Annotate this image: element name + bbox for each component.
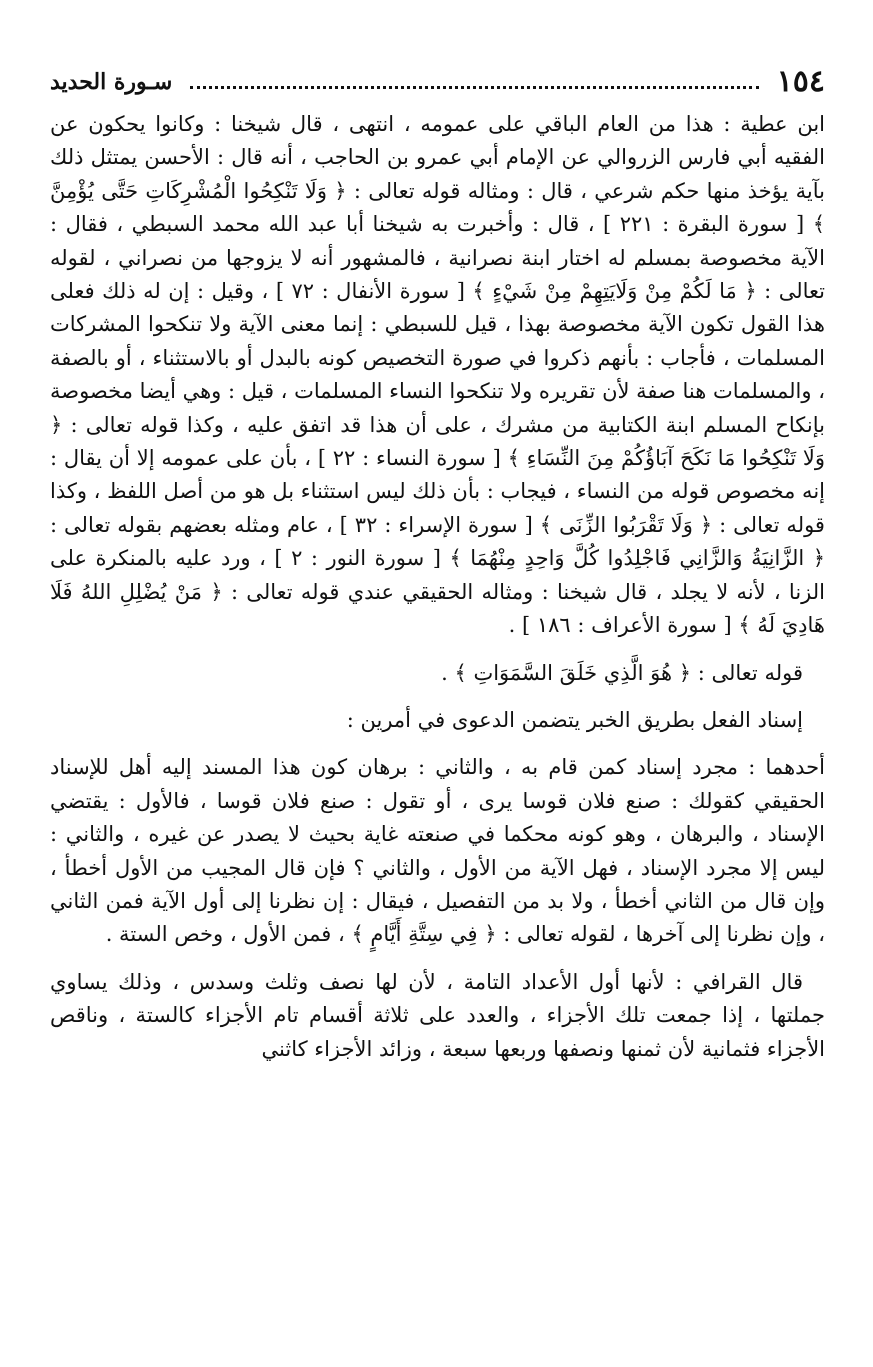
paragraph: إسناد الفعل بطريق الخبر يتضمن الدعوى في أمرين :: [346, 707, 803, 732]
page-header: [50, 62, 825, 102]
page-number: ١٥٤: [776, 64, 825, 99]
paragraph: قال القرافي : لأنها أول الأعداد التامة ، لأن لها نصف وثلث وسدس ، وذلك يساوي جملتها ، إذا جمعت تلك الأجزاء ، والعدد على ثلاثة أقسام تام الأجزاء كالستة ، وناقص الأجزاء فثمانية لأن ثمنها ونصفها وربعها سبعة ، وزائد الأجزاء كاثني: [50, 969, 825, 1061]
running-title: سـورة الحديد: [50, 69, 173, 95]
body-text: [50, 108, 825, 1080]
paragraph: أحدهما : مجرد إسناد كمن قام به ، والثاني : برهان كون هذا المسند إليه أهل للإسناد الحقيقي كقولك : صنع فلان قوسا يرى ، أو تقول : صنع فلان قوسا ، فالأول : يقتضي الإسناد ، والبرهان ، وهو كونه محكما في صنعته غاية بحيث لا يصدر عن غيره ، والثاني : ليس إلا مجرد الإسناد ، فهل الآية من الأول ، والثاني ؟ فإن قال المجيب من الأول أخطأ ، وإن قال من الثاني أخطأ ، ولا بد من التفصيل ، فيقال : إن نظرنا إلى أول الآية فمن الثاني ، وإن نظرنا إلى آخرها ، لقوله تعالى : ﴿ فِي سِتَّةِ أَيَّامٍ ﴾ ، فمن الأول ، وخص الستة .: [50, 755, 825, 947]
paragraph: ابن عطية : هذا من العام الباقي على عمومه ، انتهى ، قال شيخنا : وكانوا يحكون عن الفقيه أبي فارس الزروالي عن الإمام أبي عمرو بن الحاجب ، أنه قال : الأحسن يمتثل ذلك بآية يؤخذ منها حكم شرعي ، قال : ومثاله قوله تعالى : ﴿ وَلَا تَنْكِحُوا الْمُشْرِكَاتِ حَتَّى يُؤْمِنَّ ﴾ [ سورة البقرة : ٢٢١ ] ، قال : وأخبرت به شيخنا أبا عبد الله محمد السبطي ، فقال : الآية مخصوصة بمسلم له اختار ابنة نصرانية ، فالمشهور أنه لا يزوجها من نصراني ، لقوله تعالى : ﴿ مَا لَكُمْ مِنْ وَلَايَتِهِمْ مِنْ شَيْءٍ ﴾ [ سورة الأنفال : ٧٢ ] ، وقيل : إن له ذلك فعلى هذا القول تكون الآية مخصوصة بهذا ، قيل للسبطي : إنما معنى الآية ولا تنكحوا المشركات المسلمات ، فأجاب : بأنهم ذكروا في صورة التخصيص كونه بالبدل أو بالاستثناء ، أو بالصفة ، والمسلمات هنا صفة لأن تقريره ولا تنكحوا النساء المسلمات ، قيل : وهي أيضا مخصوصة بإنكاح المسلم ابنة الكتابية من مشرك ، على أن هذا قد اتفق عليه ، وكذا قوله تعالى : ﴿ وَلَا تَنْكِحُوا مَا نَكَحَ آبَاؤُكُمْ مِنَ النِّسَاءِ ﴾ [ سورة النساء : ٢٢ ] ، بأن على عمومه إلا أن يقال : إنه مخصوص قوله من النساء ، فيجاب : بأن ذلك ليس استثناء بل هو من أصل اللفظ ، وكذا قوله تعالى : ﴿ وَلَا تَقْرَبُوا الزِّنَى ﴾ [ سورة الإسراء : ٣٢ ] ، عام ومثله بعضهم بقوله تعالى : ﴿ الزَّانِيَةُ وَالزَّانِي فَاجْلِدُوا كُلَّ وَاحِدٍ مِنْهُمَا ﴾ [ سورة النور : ٢ ] ، ورد عليه بالمنكرة على الزنا ، لأنه لا يجلد ، قال شيخنا : ومثاله الحقيقي عندي قوله تعالى : ﴿ مَنْ يُضْلِلِ اللهُ فَلَا هَادِيَ لَهُ ﴾ [ سورة الأعراف : ١٨٦ ] .: [49, 112, 826, 638]
header-dotted-rule: [190, 86, 758, 89]
paragraph: قوله تعالى : ﴿ هُوَ الَّذِي خَلَقَ السَّمَوَاتِ ﴾ .: [441, 660, 803, 685]
